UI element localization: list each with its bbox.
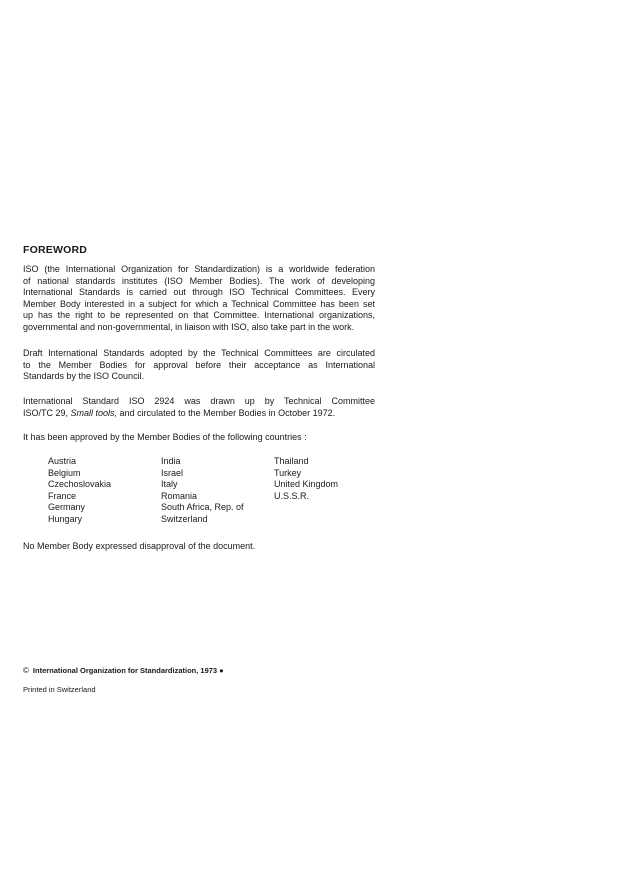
committee-title: Small tools, (70, 407, 118, 418)
country-item: Italy (161, 479, 178, 490)
text-line: of national standards institutes (ISO Member Bodies). The work of developing (23, 275, 375, 286)
text-segment: and circulated to the Member Bodies in October 1972. (117, 407, 336, 418)
country-item: United Kingdom (274, 479, 339, 490)
foreword-paragraph-no-disapproval: No Member Body expressed disapproval of the document. (23, 541, 256, 551)
printed-in-notice: Printed in Switzerland (23, 685, 96, 694)
country-item: Israel (161, 467, 184, 478)
country-item: Thailand (274, 456, 309, 466)
country-item: Turkey (274, 467, 302, 478)
text-line: Draft International Standards adopted by the Technical Committees are circulated (23, 348, 375, 358)
foreword-paragraph-approval (23, 432, 375, 444)
text-line (23, 408, 375, 420)
country-item: France (48, 490, 77, 501)
text-line: International Standards is carried out through ISO Technical Committees. Every (23, 287, 375, 297)
text-line: It has been approved by the Member Bodies of the following countries : (23, 432, 307, 442)
text-line: to the Member Bodies for approval before their acceptance as International (23, 359, 375, 370)
country-item: Czechoslovakia (48, 479, 112, 490)
foreword-paragraph-drafts (23, 348, 375, 383)
country-column (274, 456, 394, 502)
country-item: Austria (48, 456, 77, 466)
text-line: Member Body interested in a subject for which a Technical Committee has been set (23, 298, 375, 309)
text-line: ISO (the International Organization for Standardization) is a worldwide federation (23, 264, 375, 274)
text-line: governmental and non-governmental, in liaison with ISO, also take part in the work. (23, 321, 355, 332)
text-segment: ISO/TC 29, (23, 407, 71, 418)
country-item: Belgium (48, 467, 81, 478)
country-column (48, 456, 168, 526)
copyright-notice (23, 666, 224, 675)
country-item: India (161, 456, 181, 466)
foreword-paragraph-iso2924 (23, 396, 375, 419)
copyright-icon: © (23, 666, 29, 675)
foreword-heading: FOREWORD (23, 244, 88, 256)
country-item: Hungary (48, 513, 83, 524)
country-item: U.S.S.R. (274, 490, 310, 501)
copyright-text: International Organization for Standardization, 1973 ● (32, 666, 224, 675)
country-column (161, 456, 281, 526)
text-line: up has the right to be represented on that Committee. International organizations, (23, 310, 375, 320)
country-item: Romania (161, 490, 198, 501)
text-line: International Standard ISO 2924 was drawn up by Technical Committee (23, 396, 375, 406)
foreword-paragraph-iso (23, 264, 375, 333)
text-line: Standards by the ISO Council. (23, 371, 145, 381)
country-item: South Africa, Rep. of (161, 502, 244, 513)
country-item: Switzerland (161, 513, 208, 524)
country-item: Germany (48, 502, 86, 513)
